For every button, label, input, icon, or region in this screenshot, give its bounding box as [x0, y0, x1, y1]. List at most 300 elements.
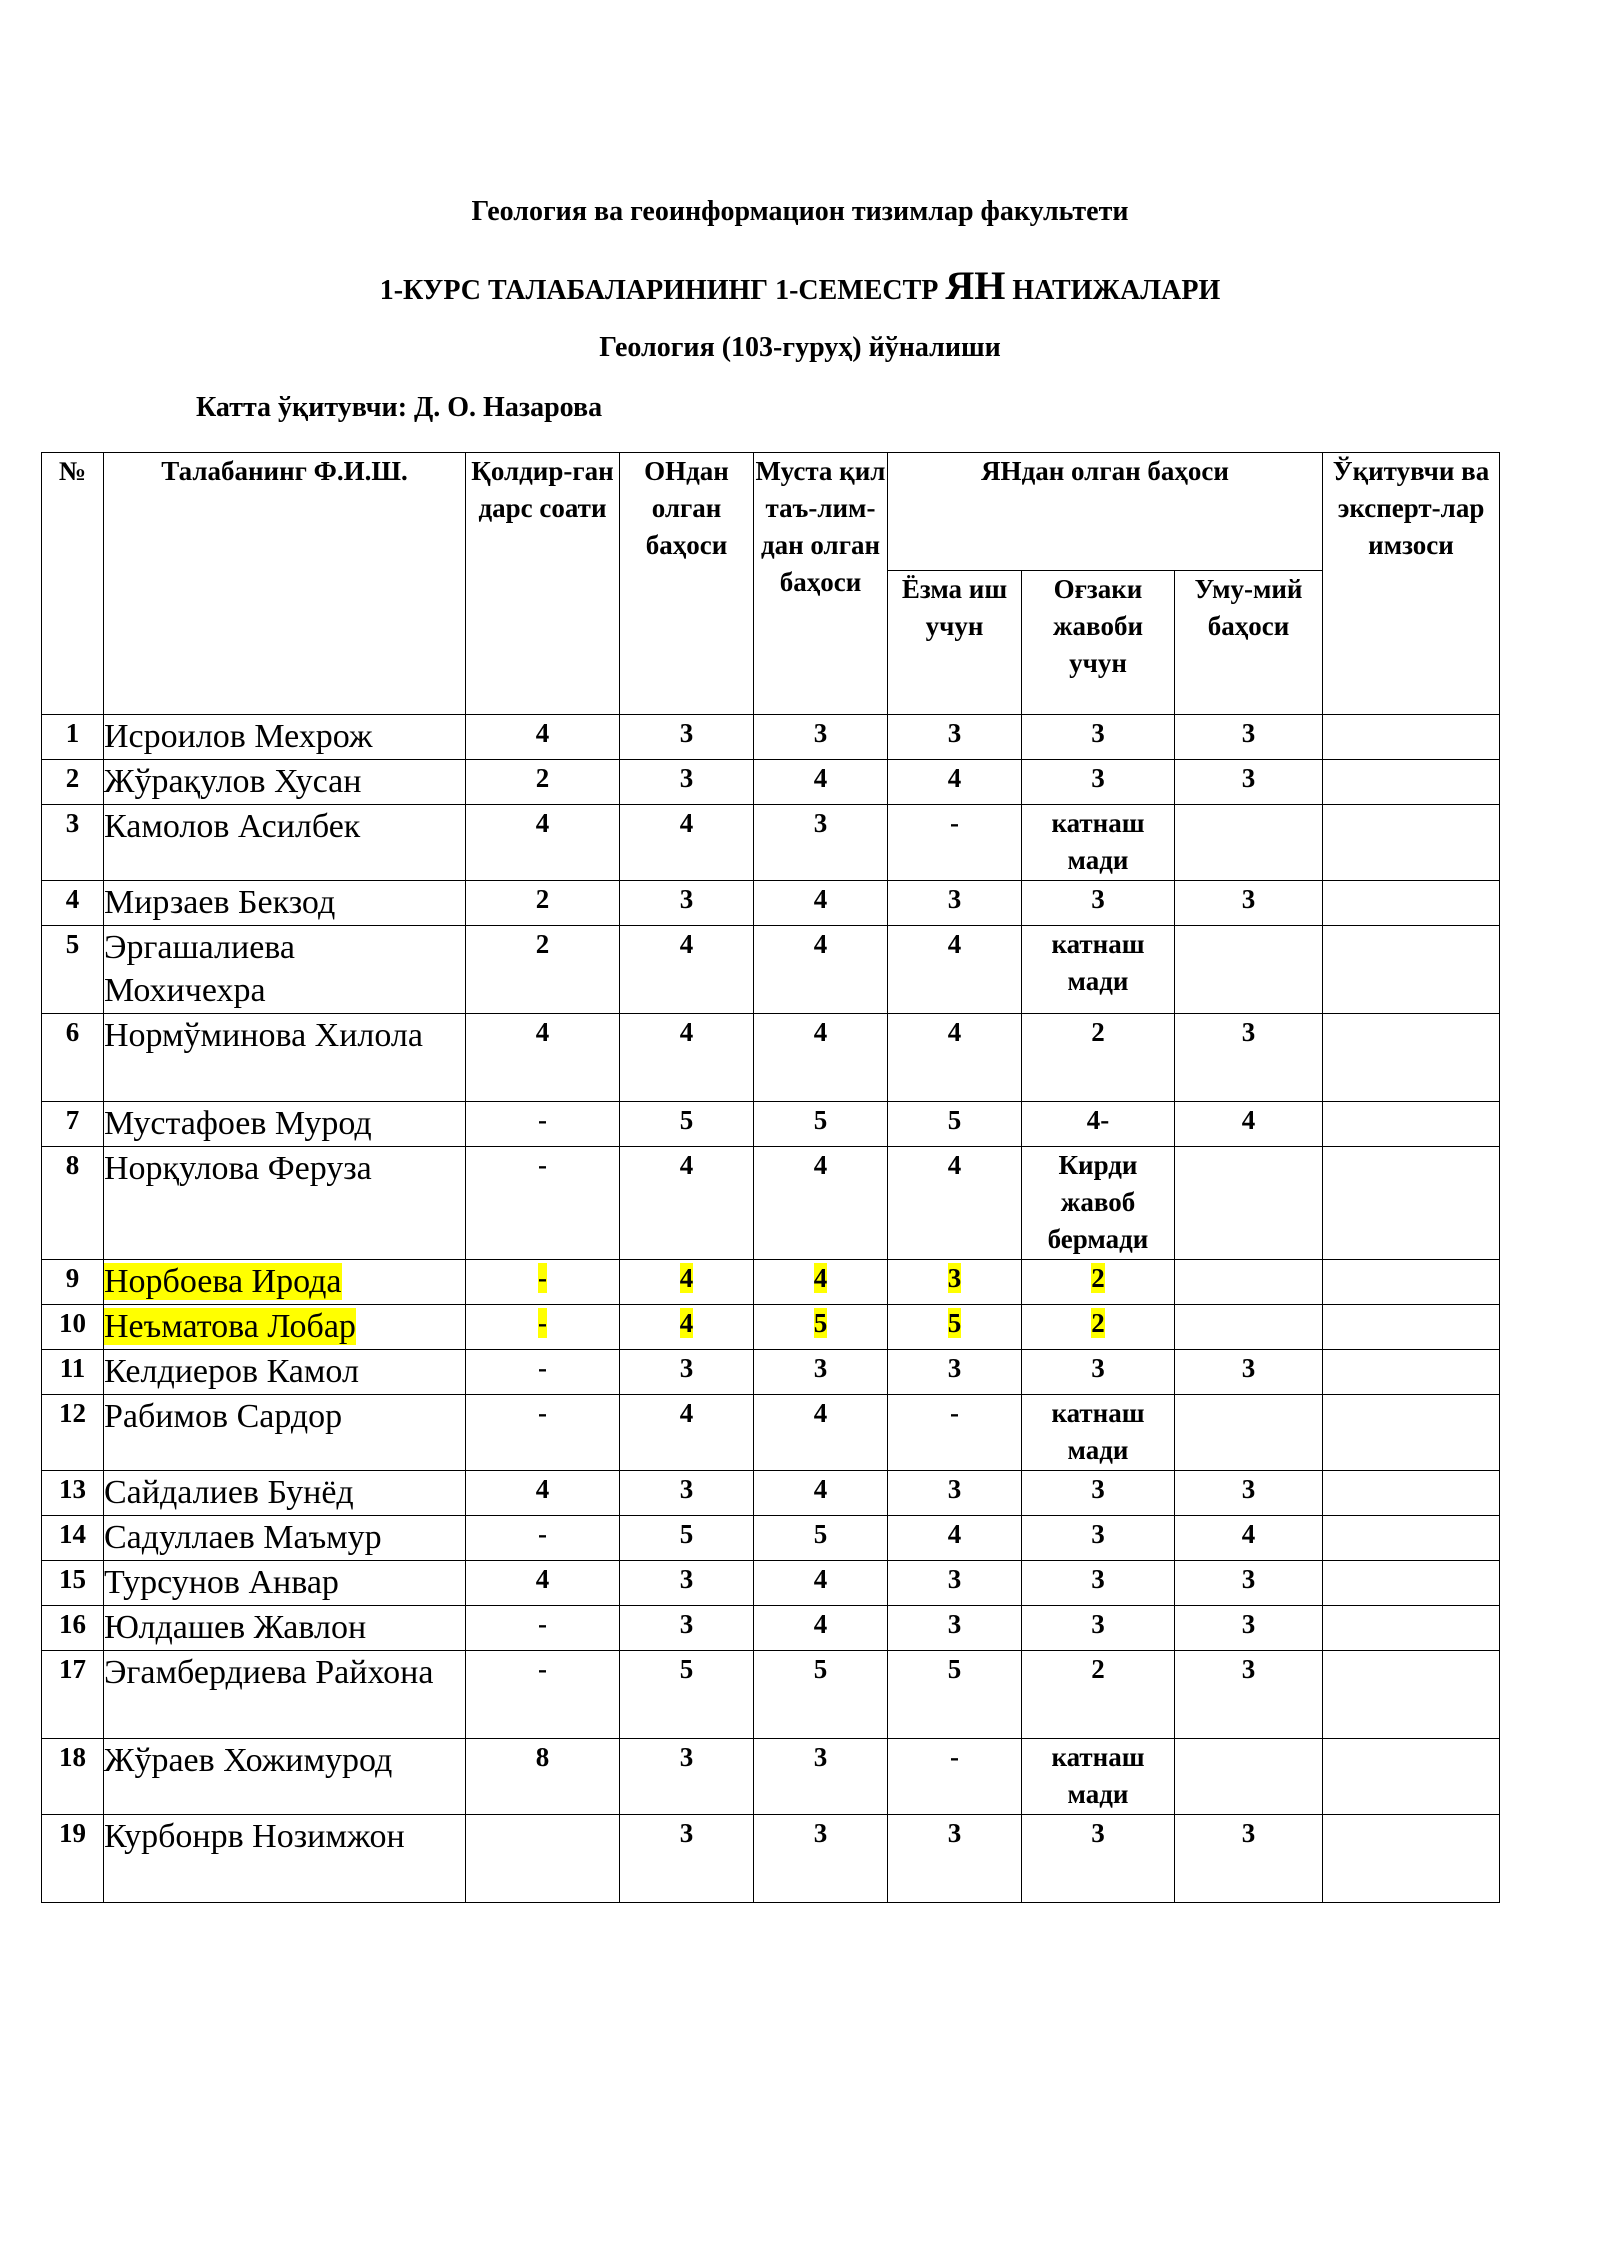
oral-grade [1022, 1516, 1175, 1561]
signature-cell [1323, 1561, 1500, 1606]
independent-grade [754, 1561, 888, 1606]
independent-grade-text: 3 [813, 1742, 828, 1772]
oral-grade-text: 4- [1086, 1105, 1110, 1135]
on-grade [620, 1815, 754, 1903]
missed-hours [466, 1815, 620, 1903]
written-grade [888, 1350, 1022, 1395]
written-grade-text: 5 [947, 1308, 962, 1338]
oral-grade-text: 2 [1091, 1017, 1105, 1047]
student-name-text: Нормўминова Хилола [104, 1017, 423, 1054]
written-grade-text: 3 [947, 884, 962, 914]
on-grade-text: 4 [679, 1017, 694, 1047]
oral-grade [1022, 1014, 1175, 1102]
table-header [42, 453, 1500, 715]
oral-grade-text: 3 [1091, 1519, 1105, 1549]
signature-cell [1323, 1815, 1500, 1903]
total-grade [1175, 1651, 1323, 1739]
oral-grade-text: катнаш мади [1051, 929, 1145, 996]
row-number-text: 2 [65, 763, 80, 793]
student-name-text: Турсунов Анвар [104, 1564, 339, 1601]
missed-hours [466, 1305, 620, 1350]
col-header-signature: Ўқитувчи ва эксперт-лар имзоси [1323, 453, 1500, 715]
title-suffix: НАТИЖАЛАРИ [1005, 275, 1221, 306]
written-grade [888, 1471, 1022, 1516]
missed-hours [466, 1147, 620, 1260]
on-grade-text: 3 [679, 718, 694, 748]
oral-grade [1022, 1305, 1175, 1350]
total-grade-text: 3 [1241, 763, 1256, 793]
oral-grade [1022, 1815, 1175, 1903]
independent-grade [754, 1739, 888, 1815]
independent-grade-text: 3 [813, 718, 828, 748]
row-number [42, 881, 104, 926]
on-grade [620, 1471, 754, 1516]
oral-grade [1022, 1471, 1175, 1516]
on-grade-text: 5 [679, 1519, 694, 1549]
total-grade [1175, 805, 1323, 881]
total-grade-text: 3 [1241, 1818, 1256, 1848]
missed-hours [466, 1739, 620, 1815]
written-grade [888, 1606, 1022, 1651]
row-number [42, 1395, 104, 1471]
col-header-missed: Қолдир-ган дарс соати [466, 453, 620, 715]
total-grade-text: 3 [1241, 1609, 1256, 1639]
missed-hours [466, 926, 620, 1014]
col-header-name: Талабанинг Ф.И.Ш. [104, 453, 466, 715]
oral-grade [1022, 926, 1175, 1014]
written-grade-text: - [950, 1398, 959, 1428]
signature-cell [1323, 1395, 1500, 1471]
table-row [42, 1561, 1500, 1606]
table-row [42, 760, 1500, 805]
student-name-text: Жўраев Хожимурод [104, 1742, 393, 1779]
oral-grade [1022, 1260, 1175, 1305]
missed-hours-text: - [538, 1654, 547, 1684]
independent-grade-text: 4 [813, 1263, 828, 1293]
written-grade-text: 4 [947, 1017, 962, 1047]
missed-hours [466, 1102, 620, 1147]
table-row [42, 805, 1500, 881]
total-grade-text: 3 [1241, 1564, 1256, 1594]
col-header-yn-group: ЯНдан олган баҳоси [888, 453, 1323, 571]
table-row [42, 1815, 1500, 1903]
independent-grade [754, 1102, 888, 1147]
on-grade [620, 1260, 754, 1305]
on-grade [620, 1651, 754, 1739]
missed-hours-text: - [538, 1308, 547, 1338]
on-grade [620, 1305, 754, 1350]
signature-cell [1323, 1516, 1500, 1561]
signature-cell [1323, 1739, 1500, 1815]
signature-cell [1323, 926, 1500, 1014]
oral-grade-text: 3 [1091, 884, 1105, 914]
missed-hours-text: 4 [535, 1564, 550, 1594]
missed-hours-text: 2 [535, 884, 550, 914]
written-grade-text: 3 [947, 1474, 962, 1504]
total-grade [1175, 1395, 1323, 1471]
written-grade [888, 1147, 1022, 1260]
student-name [104, 1260, 466, 1305]
oral-grade-text: 3 [1091, 1564, 1105, 1594]
signature-cell [1323, 1471, 1500, 1516]
row-number [42, 1606, 104, 1651]
independent-grade [754, 1516, 888, 1561]
student-name-text: Юлдашев Жавлон [104, 1609, 367, 1646]
oral-grade [1022, 760, 1175, 805]
total-grade [1175, 715, 1323, 760]
independent-grade [754, 1471, 888, 1516]
row-number-text: 11 [59, 1353, 86, 1383]
independent-grade [754, 805, 888, 881]
total-grade [1175, 1516, 1323, 1561]
written-grade-text: 3 [947, 1353, 962, 1383]
missed-hours-text: - [538, 1519, 547, 1549]
grades-table [41, 452, 1500, 1903]
table-row [42, 1102, 1500, 1147]
oral-grade-text: 2 [1091, 1263, 1105, 1293]
on-grade [620, 715, 754, 760]
oral-grade-text: 2 [1091, 1308, 1105, 1338]
row-number [42, 1014, 104, 1102]
independent-grade [754, 760, 888, 805]
independent-grade-text: 5 [813, 1519, 828, 1549]
independent-grade [754, 926, 888, 1014]
student-name-text: Жўрақулов Хусан [104, 763, 362, 800]
missed-hours-text: 8 [535, 1742, 550, 1772]
student-name-text: Эгамбердиева Райхона [104, 1654, 434, 1691]
row-number-text: 8 [65, 1150, 80, 1180]
oral-grade [1022, 805, 1175, 881]
row-number-text: 4 [65, 884, 80, 914]
student-name [104, 715, 466, 760]
written-grade [888, 1260, 1022, 1305]
student-name-text: Рабимов Сардор [104, 1398, 343, 1435]
missed-hours-text: 2 [535, 763, 550, 793]
row-number [42, 1147, 104, 1260]
student-name [104, 1471, 466, 1516]
on-grade [620, 1561, 754, 1606]
oral-grade [1022, 715, 1175, 760]
oral-grade-text: 3 [1091, 1818, 1105, 1848]
written-grade-text: 3 [947, 1609, 962, 1639]
student-name [104, 1147, 466, 1260]
signature-cell [1323, 715, 1500, 760]
on-grade-text: 3 [679, 1609, 694, 1639]
table-row [42, 1014, 1500, 1102]
row-number-text: 7 [65, 1105, 80, 1135]
written-grade-text: 3 [947, 1564, 962, 1594]
student-name-text: Исроилов Мехрож [104, 718, 373, 755]
on-grade [620, 805, 754, 881]
written-grade [888, 1651, 1022, 1739]
missed-hours [466, 1014, 620, 1102]
student-name-text: Эргашалиева Мохичехра [104, 929, 296, 1009]
signature-cell [1323, 1260, 1500, 1305]
missed-hours [466, 760, 620, 805]
faculty-heading: Геология ва геоинформацион тизимлар факультети [471, 196, 1129, 227]
row-number-text: 13 [59, 1474, 86, 1504]
oral-grade [1022, 1350, 1175, 1395]
student-name [104, 881, 466, 926]
total-grade [1175, 1561, 1323, 1606]
row-number [42, 926, 104, 1014]
independent-grade-text: 4 [813, 1150, 828, 1180]
on-grade [620, 760, 754, 805]
row-number-text: 18 [59, 1742, 86, 1772]
total-grade [1175, 1815, 1323, 1903]
on-grade [620, 1102, 754, 1147]
on-grade-text: 3 [679, 1564, 694, 1594]
on-grade-text: 3 [679, 1353, 694, 1383]
independent-grade [754, 1014, 888, 1102]
table-row [42, 1516, 1500, 1561]
on-grade [620, 1739, 754, 1815]
missed-hours [466, 1260, 620, 1305]
independent-grade [754, 1260, 888, 1305]
oral-grade-text: 2 [1091, 1654, 1105, 1684]
on-grade-text: 3 [679, 763, 694, 793]
missed-hours-text: 2 [535, 929, 550, 959]
independent-grade [754, 1147, 888, 1260]
row-number [42, 1102, 104, 1147]
oral-grade-text: 3 [1091, 1474, 1105, 1504]
written-grade [888, 1014, 1022, 1102]
on-grade [620, 1395, 754, 1471]
oral-grade [1022, 1739, 1175, 1815]
results-title [0, 262, 1600, 309]
row-number-text: 6 [65, 1017, 80, 1047]
student-name [104, 1350, 466, 1395]
independent-grade [754, 1305, 888, 1350]
missed-hours [466, 1606, 620, 1651]
signature-cell [1323, 881, 1500, 926]
written-grade [888, 1815, 1022, 1903]
written-grade-text: - [950, 1742, 959, 1772]
signature-cell [1323, 805, 1500, 881]
independent-grade [754, 1606, 888, 1651]
student-name-text: Садуллаев Маъмур [104, 1519, 382, 1556]
row-number-text: 1 [65, 718, 80, 748]
missed-hours [466, 1561, 620, 1606]
missed-hours-text: - [538, 1398, 547, 1428]
table-body [42, 715, 1500, 1903]
row-number-text: 19 [59, 1818, 86, 1848]
written-grade [888, 1102, 1022, 1147]
row-number-text: 9 [65, 1263, 80, 1293]
independent-grade [754, 1350, 888, 1395]
student-name-text: Камолов Асилбек [104, 808, 361, 845]
independent-grade-text: 3 [813, 1353, 828, 1383]
written-grade-text: 3 [947, 1263, 962, 1293]
total-grade-text: 3 [1241, 1353, 1256, 1383]
student-name [104, 926, 466, 1014]
missed-hours [466, 1516, 620, 1561]
student-name-text: Норқулова Феруза [104, 1150, 372, 1187]
student-name-text: Норбоева Ирода [104, 1263, 342, 1300]
oral-grade [1022, 1395, 1175, 1471]
independent-grade-text: 5 [813, 1308, 828, 1338]
written-grade [888, 926, 1022, 1014]
on-grade-text: 5 [679, 1654, 694, 1684]
written-grade [888, 1305, 1022, 1350]
signature-cell [1323, 1305, 1500, 1350]
student-name-text: Келдиеров Камол [104, 1353, 359, 1390]
student-name [104, 1102, 466, 1147]
row-number [42, 805, 104, 881]
independent-grade-text: 4 [813, 763, 828, 793]
written-grade [888, 805, 1022, 881]
independent-grade-text: 4 [813, 1474, 828, 1504]
on-grade-text: 4 [679, 808, 694, 838]
missed-hours [466, 715, 620, 760]
missed-hours-text: - [538, 1609, 547, 1639]
col-header-independent: Муста қил таъ-лим-дан олган баҳоси [754, 453, 888, 715]
on-grade-text: 3 [679, 884, 694, 914]
oral-grade-text: 3 [1091, 1609, 1105, 1639]
student-name-text: Курбонрв Нозимжон [104, 1818, 405, 1855]
written-grade-text: 3 [947, 718, 962, 748]
signature-cell [1323, 1014, 1500, 1102]
total-grade-text: 3 [1241, 718, 1256, 748]
student-name [104, 1395, 466, 1471]
oral-grade-text: 3 [1091, 1353, 1105, 1383]
row-number-text: 16 [59, 1609, 86, 1639]
row-number-text: 12 [59, 1398, 86, 1428]
table-row [42, 715, 1500, 760]
missed-hours [466, 1651, 620, 1739]
written-grade-text: 5 [947, 1105, 962, 1135]
oral-grade [1022, 1606, 1175, 1651]
row-number [42, 1739, 104, 1815]
independent-grade-text: 4 [813, 1564, 828, 1594]
student-name [104, 1561, 466, 1606]
table-row [42, 1471, 1500, 1516]
table-row [42, 1606, 1500, 1651]
col-header-num: № [42, 453, 104, 715]
oral-grade [1022, 1102, 1175, 1147]
row-number-text: 5 [65, 929, 80, 959]
written-grade-text: 4 [947, 1150, 962, 1180]
written-grade-text: 4 [947, 929, 962, 959]
independent-grade-text: 4 [813, 929, 828, 959]
student-name [104, 1651, 466, 1739]
missed-hours [466, 1350, 620, 1395]
signature-cell [1323, 760, 1500, 805]
on-grade-text: 4 [679, 1263, 694, 1293]
missed-hours-text: - [538, 1150, 547, 1180]
table-row [42, 1305, 1500, 1350]
row-number [42, 715, 104, 760]
independent-grade-text: 3 [813, 808, 828, 838]
written-grade [888, 881, 1022, 926]
on-grade [620, 1014, 754, 1102]
total-grade [1175, 881, 1323, 926]
independent-grade-text: 4 [813, 1609, 828, 1639]
on-grade [620, 1147, 754, 1260]
row-number [42, 1815, 104, 1903]
signature-cell [1323, 1606, 1500, 1651]
written-grade-text: - [950, 808, 959, 838]
missed-hours-text: - [538, 1263, 547, 1293]
row-number [42, 1260, 104, 1305]
oral-grade-text: катнаш мади [1051, 1398, 1145, 1465]
row-number [42, 760, 104, 805]
total-grade [1175, 1014, 1323, 1102]
independent-grade [754, 1395, 888, 1471]
total-grade-text: 3 [1241, 1474, 1256, 1504]
missed-hours-text: 4 [535, 1474, 550, 1504]
group-subtitle: Геология (103-гуруҳ) йўналиши [599, 332, 1001, 363]
row-number [42, 1305, 104, 1350]
total-grade-text: 4 [1241, 1105, 1256, 1135]
oral-grade-text: катнаш мади [1051, 808, 1145, 875]
independent-grade-text: 4 [813, 1398, 828, 1428]
independent-grade [754, 1651, 888, 1739]
missed-hours-text: 4 [535, 718, 550, 748]
student-name [104, 1739, 466, 1815]
total-grade-text: 3 [1241, 1654, 1256, 1684]
missed-hours [466, 805, 620, 881]
title-big: ЯН [945, 263, 1006, 308]
signature-cell [1323, 1651, 1500, 1739]
title-prefix: 1-КУРС ТАЛАБАЛАРИНИНГ 1-СЕМЕСТР [379, 275, 946, 306]
on-grade [620, 881, 754, 926]
total-grade [1175, 1102, 1323, 1147]
independent-grade-text: 5 [813, 1105, 828, 1135]
student-name-text: Мустафоев Мурод [104, 1105, 372, 1142]
oral-grade [1022, 1561, 1175, 1606]
table-row [42, 1739, 1500, 1815]
independent-grade [754, 881, 888, 926]
teacher-line: Катта ўқитувчи: Д. О. Назарова [196, 392, 603, 423]
col-header-oral: Оғзаки жавоби учун [1022, 571, 1175, 715]
total-grade-text: 4 [1241, 1519, 1256, 1549]
row-number-text: 14 [59, 1519, 86, 1549]
student-name-text: Неъматова Лобар [104, 1308, 356, 1345]
col-header-on: ОНдан олган баҳоси [620, 453, 754, 715]
table-row [42, 881, 1500, 926]
on-grade-text: 4 [679, 929, 694, 959]
student-name [104, 1305, 466, 1350]
total-grade [1175, 1350, 1323, 1395]
student-name [104, 1014, 466, 1102]
missed-hours [466, 881, 620, 926]
on-grade-text: 5 [679, 1105, 694, 1135]
written-grade [888, 1739, 1022, 1815]
written-grade [888, 1516, 1022, 1561]
student-name [104, 805, 466, 881]
written-grade [888, 1561, 1022, 1606]
row-number [42, 1471, 104, 1516]
table-row [42, 1651, 1500, 1739]
independent-grade-text: 5 [813, 1654, 828, 1684]
student-name-text: Мирзаев Бекзод [104, 884, 336, 921]
col-header-written: Ёзма иш учун [888, 571, 1022, 715]
oral-grade-text: катнаш мади [1051, 1742, 1145, 1809]
missed-hours-text: 4 [535, 1017, 550, 1047]
written-grade-text: 5 [947, 1654, 962, 1684]
independent-grade-text: 4 [813, 884, 828, 914]
on-grade [620, 1606, 754, 1651]
signature-cell [1323, 1102, 1500, 1147]
on-grade [620, 1350, 754, 1395]
total-grade [1175, 926, 1323, 1014]
independent-grade-text: 4 [813, 1017, 828, 1047]
row-number-text: 17 [59, 1654, 86, 1684]
total-grade [1175, 760, 1323, 805]
total-grade-text: 3 [1241, 884, 1256, 914]
table-row [42, 1350, 1500, 1395]
